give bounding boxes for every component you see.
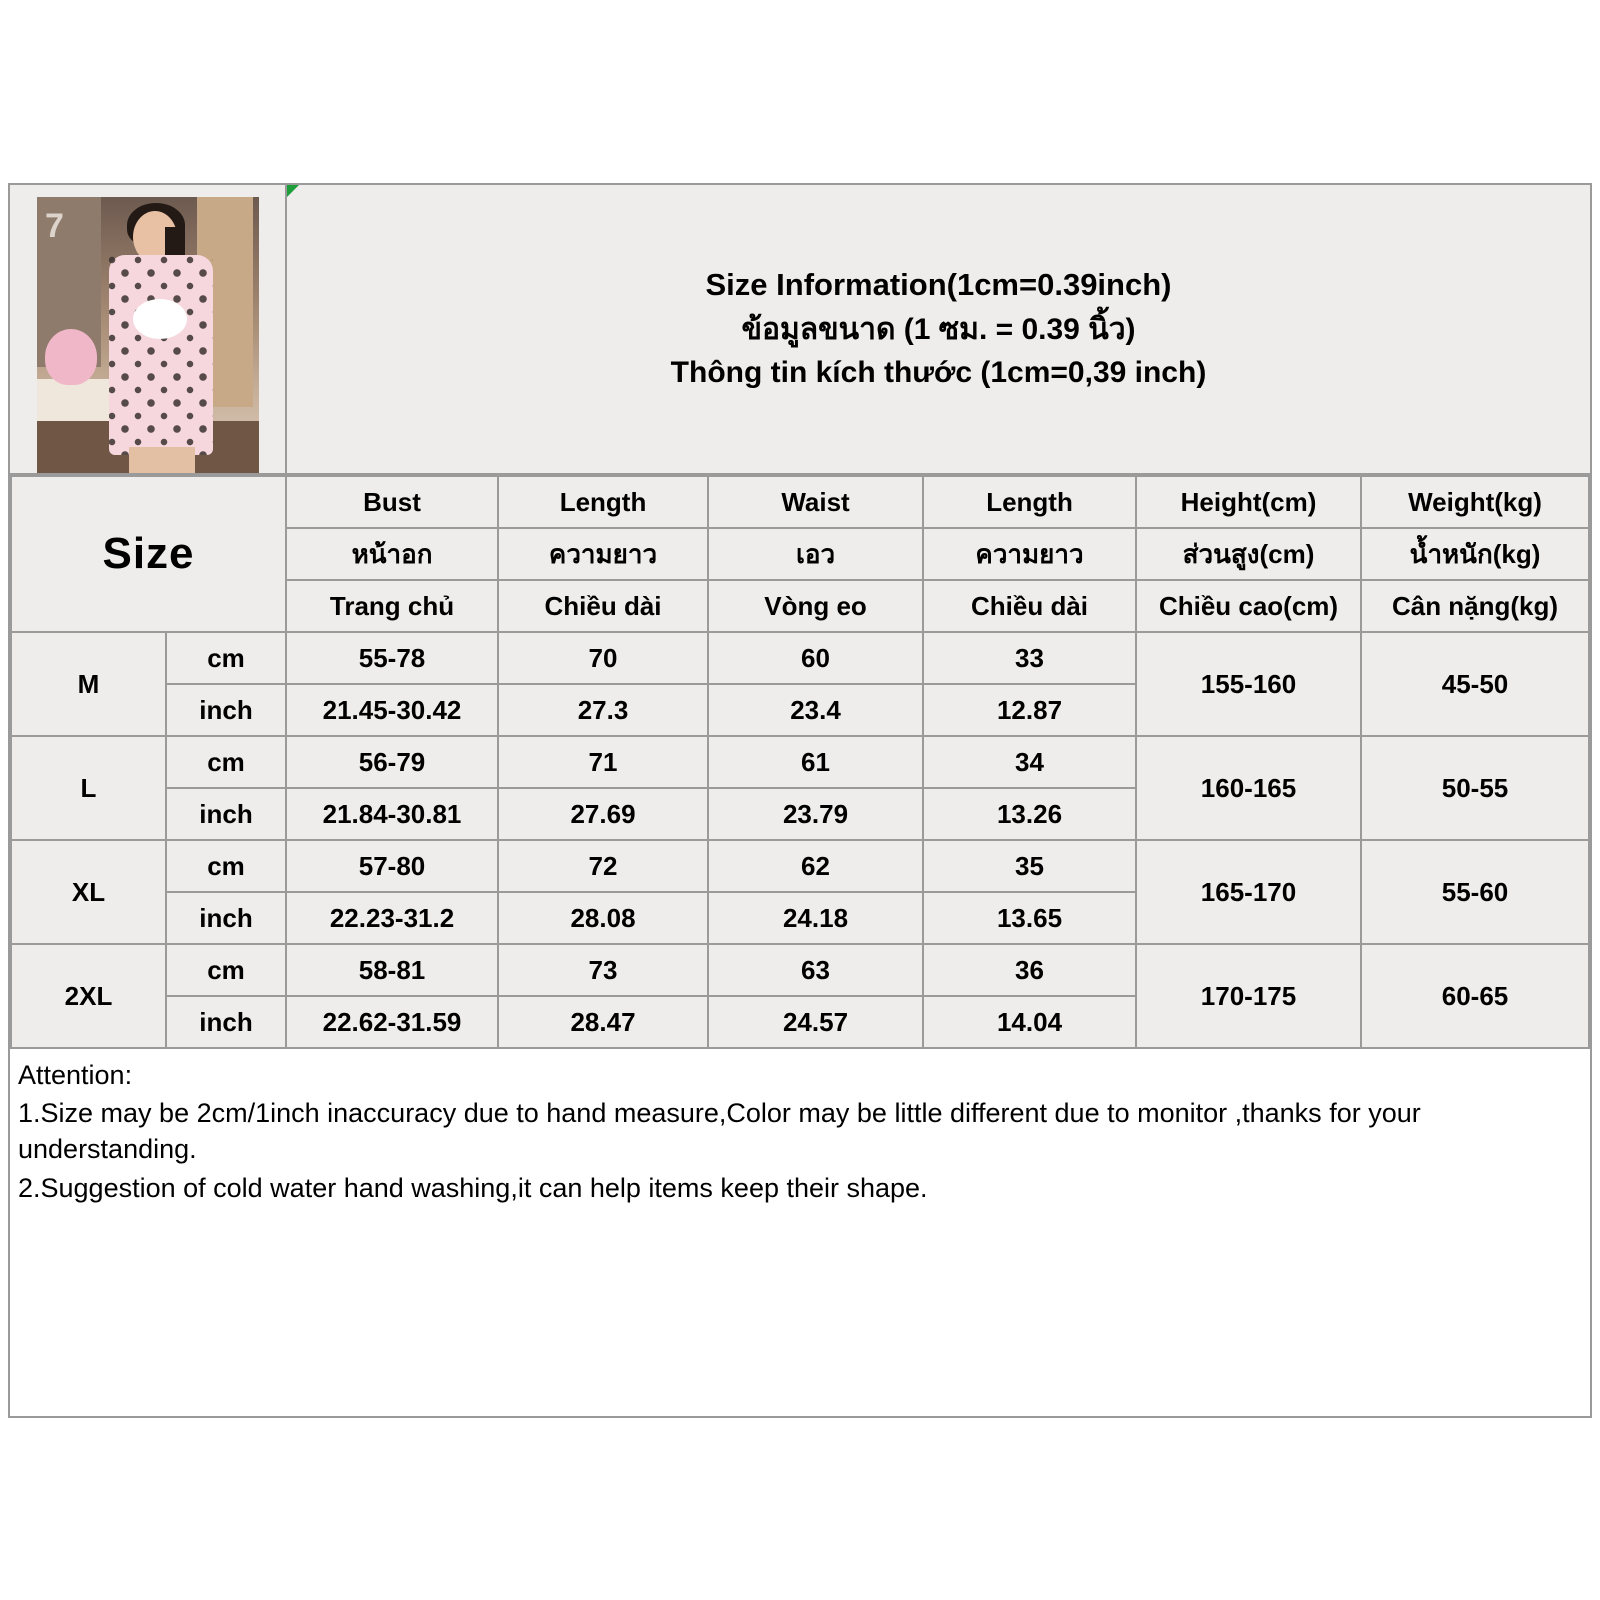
- xl-cm-bust: 57-80: [286, 840, 498, 892]
- photo-wall-number: 7: [45, 207, 64, 245]
- header-weight-en: Weight(kg): [1361, 476, 1589, 528]
- 2xl-weight: 60-65: [1361, 944, 1589, 1048]
- header-length2-en: Length: [923, 476, 1136, 528]
- l-weight: 50-55: [1361, 736, 1589, 840]
- unit-cm: cm: [166, 736, 286, 788]
- green-corner-marker: [287, 185, 299, 197]
- title-line-thai: ข้อมูลขนาด (1 ซม. = 0.39 นิ้ว): [741, 312, 1136, 346]
- header-row-english: [11, 476, 1589, 528]
- unit-cm: cm: [166, 944, 286, 996]
- row-size-xl: XL: [11, 840, 166, 944]
- header-weight-vi: Cân nặng(kg): [1361, 580, 1589, 632]
- header-length1-th: ความยาว: [498, 528, 708, 580]
- size-chart-sheet: [8, 183, 1592, 1418]
- xl-height: 165-170: [1136, 840, 1361, 944]
- xl-weight: 55-60: [1361, 840, 1589, 944]
- l-cm-bust: 56-79: [286, 736, 498, 788]
- l-inch-length2: 13.26: [923, 788, 1136, 840]
- header-waist-th: เอว: [708, 528, 923, 580]
- m-cm-bust: 55-78: [286, 632, 498, 684]
- l-inch-waist: 23.79: [708, 788, 923, 840]
- attention-note-1: 1.Size may be 2cm/1inch inaccuracy due to hand measure,Color may be little different due to monitor ,thanks for your understanding.: [18, 1098, 1421, 1165]
- header-weight-th: น้ำหนัก(kg): [1361, 528, 1589, 580]
- size-label: Size: [102, 529, 195, 578]
- m-height: 155-160: [1136, 632, 1361, 736]
- xl-cm-length2: 35: [923, 840, 1136, 892]
- 2xl-inch-length2: 14.04: [923, 996, 1136, 1048]
- m-inch-length2: 12.87: [923, 684, 1136, 736]
- unit-cm: cm: [166, 840, 286, 892]
- 2xl-inch-waist: 24.57: [708, 996, 923, 1048]
- m-weight: 45-50: [1361, 632, 1589, 736]
- l-cm-waist: 61: [708, 736, 923, 788]
- photo-model-dress: [109, 255, 213, 455]
- table-row: [11, 840, 1589, 892]
- unit-inch: inch: [166, 892, 286, 944]
- 2xl-cm-length1: 73: [498, 944, 708, 996]
- m-inch-length1: 27.3: [498, 684, 708, 736]
- m-inch-waist: 23.4: [708, 684, 923, 736]
- 2xl-cm-bust: 58-81: [286, 944, 498, 996]
- attention-heading: Attention:: [18, 1060, 133, 1090]
- m-cm-waist: 60: [708, 632, 923, 684]
- title-line-english: Size Information(1cm=0.39inch): [705, 267, 1172, 303]
- header-height-vi: Chiều cao(cm): [1136, 580, 1361, 632]
- l-height: 160-165: [1136, 736, 1361, 840]
- unit-inch: inch: [166, 684, 286, 736]
- l-cm-length2: 34: [923, 736, 1136, 788]
- xl-inch-length1: 28.08: [498, 892, 708, 944]
- title-line-vietnamese: Thông tin kích thước (1cm=0,39 inch): [670, 356, 1207, 390]
- row-size-m: M: [11, 632, 166, 736]
- table-row: [11, 944, 1589, 996]
- m-inch-bust: 21.45-30.42: [286, 684, 498, 736]
- row-size-2xl: 2XL: [11, 944, 166, 1048]
- xl-inch-bust: 22.23-31.2: [286, 892, 498, 944]
- product-photo-cell: [10, 185, 287, 475]
- header-height-en: Height(cm): [1136, 476, 1361, 528]
- 2xl-inch-bust: 22.62-31.59: [286, 996, 498, 1048]
- header-length2-vi: Chiều dài: [923, 580, 1136, 632]
- header-bust-th: หน้าอก: [286, 528, 498, 580]
- photo-model-legs: [129, 447, 195, 475]
- 2xl-height: 170-175: [1136, 944, 1361, 1048]
- table-row: [11, 736, 1589, 788]
- header-bust-vi: Trang chủ: [286, 580, 498, 632]
- header-height-th: ส่วนสูง(cm): [1136, 528, 1361, 580]
- chart-header-area: [10, 185, 1590, 475]
- title-cell: [287, 185, 1590, 475]
- photo-kitty-face-print: [133, 299, 187, 339]
- l-inch-length1: 27.69: [498, 788, 708, 840]
- row-size-l: L: [11, 736, 166, 840]
- 2xl-inch-length1: 28.47: [498, 996, 708, 1048]
- size-table: [10, 475, 1590, 1049]
- xl-inch-waist: 24.18: [708, 892, 923, 944]
- table-row: [11, 632, 1589, 684]
- attention-note-2: 2.Suggestion of cold water hand washing,it can help items keep their shape.: [18, 1172, 928, 1203]
- unit-inch: inch: [166, 996, 286, 1048]
- xl-cm-length1: 72: [498, 840, 708, 892]
- product-photo: [37, 197, 259, 475]
- m-cm-length1: 70: [498, 632, 708, 684]
- xl-inch-length2: 13.65: [923, 892, 1136, 944]
- photo-dress-pattern: [109, 255, 213, 455]
- unit-inch: inch: [166, 788, 286, 840]
- unit-cm: cm: [166, 632, 286, 684]
- header-length1-vi: Chiều dài: [498, 580, 708, 632]
- 2xl-cm-length2: 36: [923, 944, 1136, 996]
- size-label-cell: [11, 476, 286, 632]
- header-bust-en: Bust: [286, 476, 498, 528]
- photo-plush-toy: [45, 329, 97, 385]
- xl-cm-waist: 62: [708, 840, 923, 892]
- attention-section: [10, 1049, 1590, 1206]
- header-length1-en: Length: [498, 476, 708, 528]
- 2xl-cm-waist: 63: [708, 944, 923, 996]
- header-waist-en: Waist: [708, 476, 923, 528]
- l-inch-bust: 21.84-30.81: [286, 788, 498, 840]
- header-waist-vi: Vòng eo: [708, 580, 923, 632]
- l-cm-length1: 71: [498, 736, 708, 788]
- m-cm-length2: 33: [923, 632, 1136, 684]
- header-length2-th: ความยาว: [923, 528, 1136, 580]
